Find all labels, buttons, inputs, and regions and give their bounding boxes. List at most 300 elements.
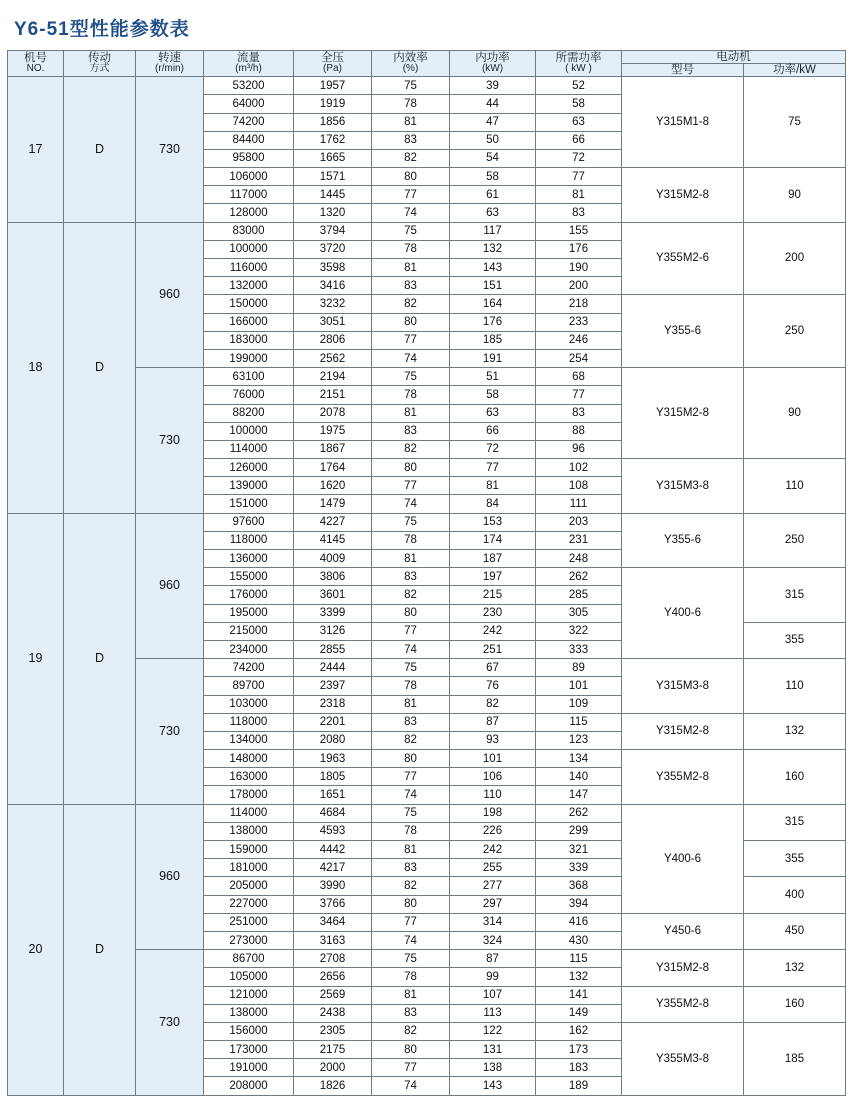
- cell-required-power: 305: [536, 604, 622, 622]
- cell-inner-power: 107: [450, 986, 536, 1004]
- col-inner-power-line2: (kW): [481, 63, 504, 75]
- cell-required-power: 248: [536, 550, 622, 568]
- cell-efficiency: 82: [372, 149, 450, 167]
- cell-motor-power: 110: [744, 659, 846, 714]
- cell-pressure: 3399: [294, 604, 372, 622]
- cell-required-power: 246: [536, 331, 622, 349]
- cell-efficiency: 74: [372, 640, 450, 658]
- cell-motor-model: Y400-6: [622, 804, 744, 913]
- cell-required-power: 66: [536, 131, 622, 149]
- cell-inner-power: 50: [450, 131, 536, 149]
- cell-required-power: 72: [536, 149, 622, 167]
- cell-pressure: 4009: [294, 550, 372, 568]
- cell-efficiency: 83: [372, 713, 450, 731]
- col-machine-no: [8, 51, 64, 77]
- cell-motor-power: 355: [744, 622, 846, 658]
- col-efficiency: [372, 51, 450, 77]
- cell-motor-power: 185: [744, 1022, 846, 1095]
- cell-pressure: 2397: [294, 677, 372, 695]
- cell-inner-power: 242: [450, 841, 536, 859]
- cell-pressure: 3720: [294, 240, 372, 258]
- cell-required-power: 63: [536, 113, 622, 131]
- cell-efficiency: 81: [372, 113, 450, 131]
- cell-required-power: 262: [536, 804, 622, 822]
- cell-motor-power: 160: [744, 986, 846, 1022]
- cell-efficiency: 74: [372, 204, 450, 222]
- cell-pressure: 1957: [294, 77, 372, 95]
- table-header: [8, 51, 846, 77]
- cell-inner-power: 185: [450, 331, 536, 349]
- cell-motor-model: Y315M2-8: [622, 168, 744, 223]
- cell-motor-model: Y450-6: [622, 913, 744, 949]
- cell-flow: 148000: [204, 750, 294, 768]
- col-drive-line2: 方式: [89, 63, 110, 75]
- cell-required-power: 162: [536, 1022, 622, 1040]
- cell-inner-power: 81: [450, 477, 536, 495]
- cell-efficiency: 77: [372, 622, 450, 640]
- col-required-power-line2: ( kW ): [565, 63, 592, 75]
- cell-efficiency: 83: [372, 568, 450, 586]
- cell-required-power: 134: [536, 750, 622, 768]
- cell-motor-model: Y315M3-8: [622, 659, 744, 714]
- cell-flow: 114000: [204, 804, 294, 822]
- cell-efficiency: 81: [372, 986, 450, 1004]
- cell-motor-power: 200: [744, 222, 846, 295]
- cell-pressure: 2855: [294, 640, 372, 658]
- cell-inner-power: 153: [450, 513, 536, 531]
- cell-pressure: 2000: [294, 1059, 372, 1077]
- cell-flow: 173000: [204, 1041, 294, 1059]
- cell-motor-power: 250: [744, 513, 846, 568]
- cell-required-power: 141: [536, 986, 622, 1004]
- cell-flow: 86700: [204, 950, 294, 968]
- cell-efficiency: 78: [372, 95, 450, 113]
- table-body: [8, 77, 846, 1096]
- cell-efficiency: 75: [372, 513, 450, 531]
- cell-pressure: 2080: [294, 731, 372, 749]
- cell-pressure: 2444: [294, 659, 372, 677]
- cell-inner-power: 101: [450, 750, 536, 768]
- cell-inner-power: 226: [450, 822, 536, 840]
- cell-pressure: 3126: [294, 622, 372, 640]
- cell-inner-power: 187: [450, 550, 536, 568]
- cell-inner-power: 131: [450, 1041, 536, 1059]
- cell-efficiency: 75: [372, 77, 450, 95]
- cell-inner-power: 132: [450, 240, 536, 258]
- cell-required-power: 416: [536, 913, 622, 931]
- cell-pressure: 3163: [294, 931, 372, 949]
- cell-pressure: 2318: [294, 695, 372, 713]
- cell-motor-model: Y315M1-8: [622, 77, 744, 168]
- cell-required-power: 321: [536, 841, 622, 859]
- cell-motor-model: Y315M2-8: [622, 368, 744, 459]
- cell-required-power: 339: [536, 859, 622, 877]
- cell-required-power: 88: [536, 422, 622, 440]
- cell-pressure: 1975: [294, 422, 372, 440]
- cell-pressure: 2806: [294, 331, 372, 349]
- cell-required-power: 102: [536, 459, 622, 477]
- cell-motor-power: 90: [744, 168, 846, 223]
- cell-flow: 183000: [204, 331, 294, 349]
- cell-inner-power: 143: [450, 1077, 536, 1095]
- cell-efficiency: 77: [372, 768, 450, 786]
- cell-flow: 215000: [204, 622, 294, 640]
- cell-pressure: 2305: [294, 1022, 372, 1040]
- cell-flow: 97600: [204, 513, 294, 531]
- cell-efficiency: 78: [372, 240, 450, 258]
- cell-pressure: 3464: [294, 913, 372, 931]
- cell-flow: 227000: [204, 895, 294, 913]
- col-efficiency-line2: (%): [402, 63, 419, 75]
- cell-inner-power: 117: [450, 222, 536, 240]
- cell-efficiency: 80: [372, 1041, 450, 1059]
- cell-flow: 191000: [204, 1059, 294, 1077]
- cell-speed: 730: [136, 659, 204, 805]
- cell-efficiency: 77: [372, 1059, 450, 1077]
- cell-machine-no: 18: [8, 222, 64, 513]
- cell-efficiency: 83: [372, 1004, 450, 1022]
- cell-required-power: 254: [536, 349, 622, 367]
- cell-required-power: 109: [536, 695, 622, 713]
- cell-required-power: 322: [536, 622, 622, 640]
- table-row: [8, 77, 846, 95]
- col-required-power-line1: 所需功率: [555, 52, 602, 65]
- cell-efficiency: 82: [372, 877, 450, 895]
- cell-flow: 136000: [204, 550, 294, 568]
- cell-pressure: 4145: [294, 531, 372, 549]
- cell-pressure: 2175: [294, 1041, 372, 1059]
- cell-efficiency: 81: [372, 550, 450, 568]
- cell-pressure: 3416: [294, 277, 372, 295]
- cell-flow: 53200: [204, 77, 294, 95]
- cell-required-power: 115: [536, 950, 622, 968]
- cell-efficiency: 74: [372, 349, 450, 367]
- cell-inner-power: 67: [450, 659, 536, 677]
- cell-inner-power: 72: [450, 440, 536, 458]
- cell-pressure: 1762: [294, 131, 372, 149]
- col-flow: [204, 51, 294, 77]
- cell-required-power: 101: [536, 677, 622, 695]
- cell-motor-model: Y315M3-8: [622, 459, 744, 514]
- cell-inner-power: 54: [450, 149, 536, 167]
- cell-pressure: 1867: [294, 440, 372, 458]
- cell-efficiency: 77: [372, 186, 450, 204]
- cell-required-power: 262: [536, 568, 622, 586]
- cell-required-power: 83: [536, 204, 622, 222]
- cell-inner-power: 174: [450, 531, 536, 549]
- cell-flow: 100000: [204, 240, 294, 258]
- cell-flow: 251000: [204, 913, 294, 931]
- cell-efficiency: 80: [372, 168, 450, 186]
- cell-efficiency: 74: [372, 495, 450, 513]
- cell-inner-power: 63: [450, 204, 536, 222]
- cell-motor-power: 315: [744, 804, 846, 840]
- cell-required-power: 81: [536, 186, 622, 204]
- cell-efficiency: 74: [372, 1077, 450, 1095]
- cell-required-power: 147: [536, 786, 622, 804]
- cell-flow: 199000: [204, 349, 294, 367]
- cell-required-power: 430: [536, 931, 622, 949]
- cell-efficiency: 78: [372, 822, 450, 840]
- cell-required-power: 231: [536, 531, 622, 549]
- cell-speed: 960: [136, 222, 204, 368]
- cell-pressure: 2708: [294, 950, 372, 968]
- col-drive-line1: 传动: [88, 52, 111, 65]
- cell-pressure: 1856: [294, 113, 372, 131]
- cell-inner-power: 39: [450, 77, 536, 95]
- cell-motor-model: Y355M2-8: [622, 750, 744, 805]
- cell-required-power: 203: [536, 513, 622, 531]
- cell-required-power: 285: [536, 586, 622, 604]
- cell-required-power: 394: [536, 895, 622, 913]
- cell-pressure: 3232: [294, 295, 372, 313]
- cell-required-power: 96: [536, 440, 622, 458]
- cell-inner-power: 197: [450, 568, 536, 586]
- cell-efficiency: 77: [372, 331, 450, 349]
- cell-required-power: 333: [536, 640, 622, 658]
- cell-flow: 88200: [204, 404, 294, 422]
- cell-pressure: 1320: [294, 204, 372, 222]
- cell-motor-power: 90: [744, 368, 846, 459]
- cell-inner-power: 99: [450, 968, 536, 986]
- cell-pressure: 3806: [294, 568, 372, 586]
- cell-required-power: 233: [536, 313, 622, 331]
- cell-inner-power: 143: [450, 259, 536, 277]
- col-flow-line1: 流量: [237, 52, 260, 65]
- col-inner-power-line1: 内功率: [475, 52, 510, 65]
- cell-efficiency: 75: [372, 659, 450, 677]
- cell-motor-power: 450: [744, 913, 846, 949]
- cell-inner-power: 314: [450, 913, 536, 931]
- cell-pressure: 2151: [294, 386, 372, 404]
- cell-efficiency: 80: [372, 895, 450, 913]
- cell-machine-no: 17: [8, 77, 64, 223]
- col-pressure-line1: 全压: [321, 52, 344, 65]
- cell-inner-power: 151: [450, 277, 536, 295]
- cell-inner-power: 215: [450, 586, 536, 604]
- cell-flow: 181000: [204, 859, 294, 877]
- cell-efficiency: 78: [372, 677, 450, 695]
- cell-required-power: 77: [536, 386, 622, 404]
- cell-required-power: 132: [536, 968, 622, 986]
- cell-flow: 208000: [204, 1077, 294, 1095]
- cell-flow: 74200: [204, 113, 294, 131]
- cell-flow: 83000: [204, 222, 294, 240]
- cell-efficiency: 80: [372, 604, 450, 622]
- cell-flow: 121000: [204, 986, 294, 1004]
- cell-motor-power: 160: [744, 750, 846, 805]
- cell-motor-power: 132: [744, 950, 846, 986]
- cell-drive: D: [64, 77, 136, 223]
- cell-pressure: 2194: [294, 368, 372, 386]
- cell-pressure: 2569: [294, 986, 372, 1004]
- cell-pressure: 2201: [294, 713, 372, 731]
- cell-pressure: 3601: [294, 586, 372, 604]
- col-drive: [64, 51, 136, 77]
- cell-efficiency: 83: [372, 422, 450, 440]
- cell-flow: 128000: [204, 204, 294, 222]
- cell-pressure: 2438: [294, 1004, 372, 1022]
- table-row: [8, 513, 846, 531]
- cell-pressure: 4684: [294, 804, 372, 822]
- cell-flow: 117000: [204, 186, 294, 204]
- cell-speed: 960: [136, 804, 204, 950]
- cell-flow: 176000: [204, 586, 294, 604]
- cell-motor-model: Y355M2-8: [622, 986, 744, 1022]
- cell-efficiency: 82: [372, 440, 450, 458]
- cell-inner-power: 93: [450, 731, 536, 749]
- cell-speed: 730: [136, 368, 204, 514]
- cell-required-power: 108: [536, 477, 622, 495]
- cell-flow: 64000: [204, 95, 294, 113]
- cell-required-power: 68: [536, 368, 622, 386]
- cell-inner-power: 58: [450, 168, 536, 186]
- cell-inner-power: 110: [450, 786, 536, 804]
- cell-required-power: 155: [536, 222, 622, 240]
- cell-machine-no: 19: [8, 513, 64, 804]
- cell-required-power: 89: [536, 659, 622, 677]
- cell-motor-power: 315: [744, 568, 846, 623]
- cell-speed: 730: [136, 950, 204, 1096]
- cell-flow: 76000: [204, 386, 294, 404]
- cell-flow: 100000: [204, 422, 294, 440]
- col-speed-line1: 转速: [158, 52, 181, 65]
- col-required-power: [536, 51, 622, 77]
- cell-motor-model: Y400-6: [622, 568, 744, 659]
- cell-efficiency: 82: [372, 586, 450, 604]
- cell-inner-power: 84: [450, 495, 536, 513]
- cell-required-power: 218: [536, 295, 622, 313]
- cell-speed: 960: [136, 513, 204, 659]
- cell-pressure: 3598: [294, 259, 372, 277]
- cell-required-power: 123: [536, 731, 622, 749]
- cell-pressure: 4593: [294, 822, 372, 840]
- cell-flow: 103000: [204, 695, 294, 713]
- cell-flow: 234000: [204, 640, 294, 658]
- col-machine-no-line2: NO.: [26, 63, 45, 75]
- cell-inner-power: 87: [450, 950, 536, 968]
- cell-required-power: 299: [536, 822, 622, 840]
- cell-efficiency: 83: [372, 131, 450, 149]
- cell-inner-power: 255: [450, 859, 536, 877]
- cell-flow: 205000: [204, 877, 294, 895]
- cell-pressure: 1764: [294, 459, 372, 477]
- cell-efficiency: 81: [372, 259, 450, 277]
- cell-efficiency: 77: [372, 477, 450, 495]
- cell-flow: 273000: [204, 931, 294, 949]
- cell-inner-power: 191: [450, 349, 536, 367]
- cell-pressure: 1919: [294, 95, 372, 113]
- table-row: [8, 804, 846, 822]
- cell-inner-power: 164: [450, 295, 536, 313]
- cell-efficiency: 80: [372, 750, 450, 768]
- performance-table: [7, 50, 846, 1096]
- cell-speed: 730: [136, 77, 204, 223]
- cell-required-power: 200: [536, 277, 622, 295]
- cell-pressure: 2562: [294, 349, 372, 367]
- cell-flow: 114000: [204, 440, 294, 458]
- cell-pressure: 3766: [294, 895, 372, 913]
- cell-motor-model: Y315M2-8: [622, 713, 744, 749]
- cell-flow: 139000: [204, 477, 294, 495]
- cell-pressure: 1571: [294, 168, 372, 186]
- cell-inner-power: 63: [450, 404, 536, 422]
- cell-flow: 84400: [204, 131, 294, 149]
- cell-pressure: 3794: [294, 222, 372, 240]
- cell-flow: 116000: [204, 259, 294, 277]
- cell-drive: D: [64, 222, 136, 513]
- col-motor-model: 型号: [622, 64, 744, 77]
- cell-flow: 89700: [204, 677, 294, 695]
- cell-flow: 166000: [204, 313, 294, 331]
- cell-efficiency: 75: [372, 950, 450, 968]
- cell-inner-power: 242: [450, 622, 536, 640]
- cell-pressure: 1963: [294, 750, 372, 768]
- cell-pressure: 1479: [294, 495, 372, 513]
- cell-pressure: 1445: [294, 186, 372, 204]
- cell-efficiency: 81: [372, 404, 450, 422]
- cell-inner-power: 44: [450, 95, 536, 113]
- cell-efficiency: 78: [372, 968, 450, 986]
- cell-required-power: 58: [536, 95, 622, 113]
- cell-efficiency: 81: [372, 841, 450, 859]
- cell-inner-power: 106: [450, 768, 536, 786]
- cell-efficiency: 80: [372, 313, 450, 331]
- cell-pressure: 4442: [294, 841, 372, 859]
- col-pressure: [294, 51, 372, 77]
- cell-required-power: 52: [536, 77, 622, 95]
- cell-pressure: 1805: [294, 768, 372, 786]
- cell-flow: 178000: [204, 786, 294, 804]
- col-pressure-line2: (Pa): [323, 63, 342, 75]
- cell-pressure: 1651: [294, 786, 372, 804]
- cell-pressure: 1826: [294, 1077, 372, 1095]
- cell-required-power: 149: [536, 1004, 622, 1022]
- cell-inner-power: 113: [450, 1004, 536, 1022]
- cell-motor-power: 75: [744, 77, 846, 168]
- cell-required-power: 173: [536, 1041, 622, 1059]
- cell-efficiency: 83: [372, 859, 450, 877]
- cell-inner-power: 47: [450, 113, 536, 131]
- cell-efficiency: 75: [372, 222, 450, 240]
- cell-efficiency: 75: [372, 804, 450, 822]
- cell-flow: 126000: [204, 459, 294, 477]
- cell-flow: 106000: [204, 168, 294, 186]
- cell-efficiency: 82: [372, 731, 450, 749]
- cell-efficiency: 83: [372, 277, 450, 295]
- col-flow-line2: (m³/h): [235, 63, 262, 75]
- cell-flow: 105000: [204, 968, 294, 986]
- cell-pressure: 2078: [294, 404, 372, 422]
- cell-motor-model: Y315M2-8: [622, 950, 744, 986]
- cell-inner-power: 230: [450, 604, 536, 622]
- cell-efficiency: 75: [372, 368, 450, 386]
- cell-efficiency: 81: [372, 695, 450, 713]
- cell-drive: D: [64, 513, 136, 804]
- cell-drive: D: [64, 804, 136, 1095]
- cell-required-power: 111: [536, 495, 622, 513]
- table-row: [8, 222, 846, 240]
- cell-flow: 155000: [204, 568, 294, 586]
- cell-efficiency: 82: [372, 1022, 450, 1040]
- cell-motor-power: 355: [744, 841, 846, 877]
- cell-flow: 159000: [204, 841, 294, 859]
- cell-flow: 63100: [204, 368, 294, 386]
- col-speed: [136, 51, 204, 77]
- cell-flow: 132000: [204, 277, 294, 295]
- cell-inner-power: 76: [450, 677, 536, 695]
- col-motor-group: 电动机: [622, 51, 846, 64]
